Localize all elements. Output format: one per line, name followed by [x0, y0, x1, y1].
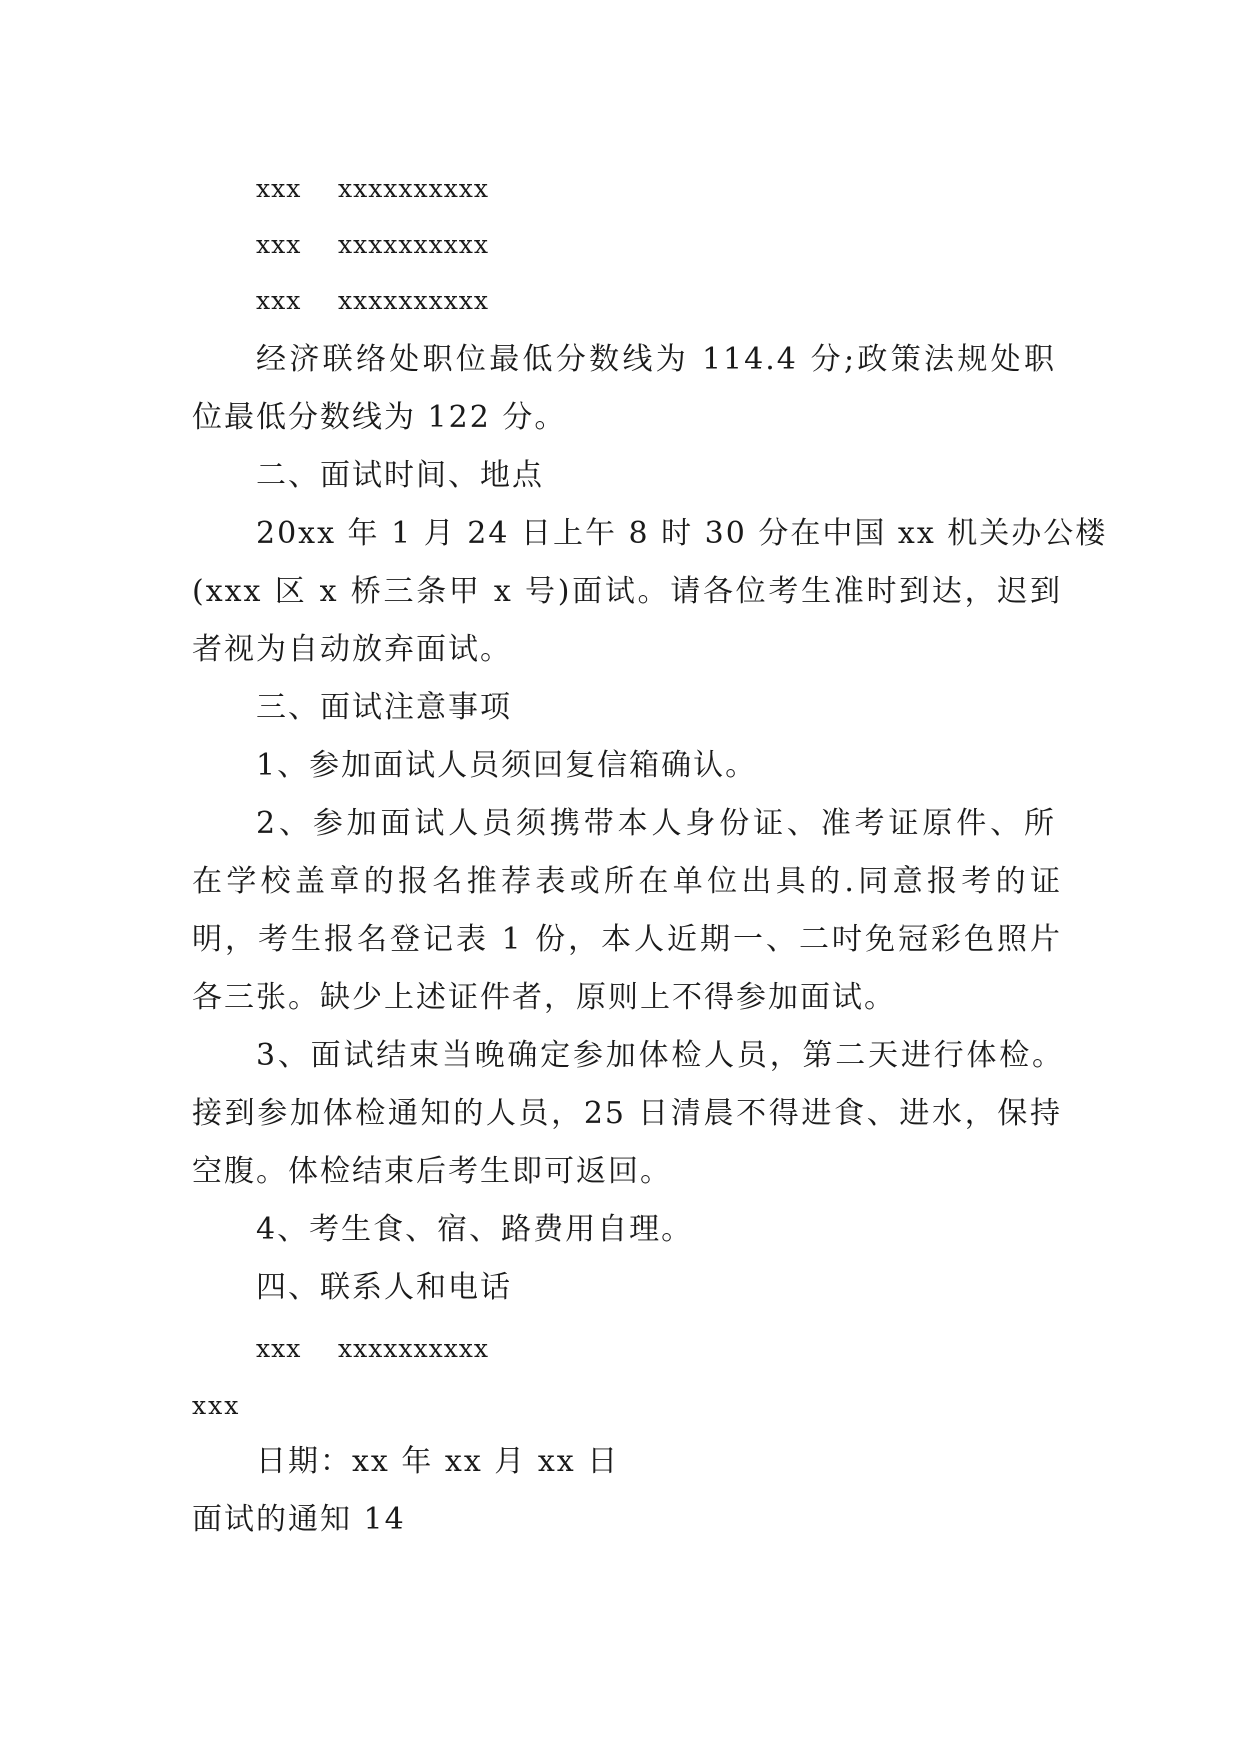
section-heading: 二、面试时间、地点 [256, 458, 544, 493]
contact-row [256, 1326, 1126, 1371]
paragraph-line: 20xx 年 1 月 24 日上午 8 时 30 分在中国 xx 机关办公楼 [256, 516, 1108, 551]
paragraph-line: 各三张。缺少上述证件者，原则上不得参加面试。 [192, 980, 896, 1015]
contact-row [256, 222, 1126, 267]
contact-phone: xxxxxxxxxx [338, 230, 489, 259]
paragraph-line: 接到参加体检通知的人员，25 日清晨不得进食、进水，保持 [192, 1096, 1062, 1131]
list-item: 2、参加面试人员须携带本人身份证、准考证原件、所 [256, 806, 1056, 841]
paragraph-line: 者视为自动放弃面试。 [192, 632, 512, 667]
date-line: 日期：xx 年 xx 月 xx 日 [256, 1444, 620, 1479]
list-item: 1、参加面试人员须回复信箱确认。 [256, 748, 758, 783]
contact-name: xxx [256, 286, 302, 315]
section-heading: 三、面试注意事项 [256, 690, 512, 725]
contact-phone: xxxxxxxxxx [338, 1334, 489, 1363]
paragraph-line: 位最低分数线为 122 分。 [192, 400, 567, 435]
contact-row [256, 166, 1126, 211]
section-heading: 四、联系人和电话 [256, 1270, 512, 1305]
contact-phone: xxxxxxxxxx [338, 174, 489, 203]
paragraph-line: (xxx 区 x 桥三条甲 x 号)面试。请各位考生准时到达，迟到 [192, 574, 1062, 609]
contact-name: xxx [256, 1334, 302, 1363]
footer-title: 面试的通知 14 [192, 1502, 406, 1537]
list-item: 4、考生食、宿、路费用自理。 [256, 1212, 694, 1247]
signature: xxx [192, 1391, 241, 1420]
list-item: 3、面试结束当晚确定参加体检人员，第二天进行体检。 [256, 1038, 1064, 1073]
contact-phone: xxxxxxxxxx [338, 286, 489, 315]
contact-row [256, 278, 1126, 323]
paragraph-line: 空腹。体检结束后考生即可返回。 [192, 1154, 672, 1189]
contact-name: xxx [256, 174, 302, 203]
paragraph-line: 明，考生报名登记表 1 份，本人近期一、二吋免冠彩色照片 [192, 922, 1062, 957]
contact-name: xxx [256, 230, 302, 259]
paragraph-line: 经济联络处职位最低分数线为 114.4 分;政策法规处职 [256, 342, 1056, 377]
paragraph-line: 在学校盖章的报名推荐表或所在单位出具的.同意报考的证 [192, 864, 1062, 899]
